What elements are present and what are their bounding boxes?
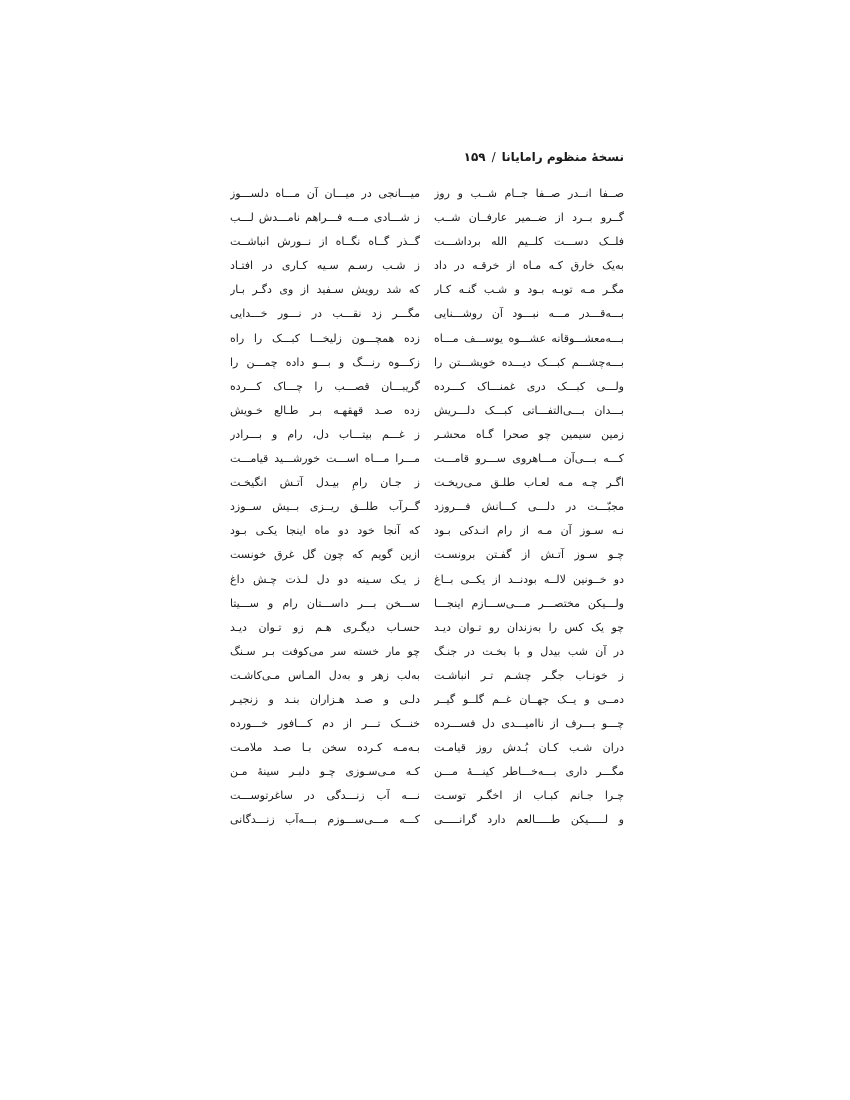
verse-line: به‌لب زهر و به‌دل المـاس مـی‌کاشـت xyxy=(230,668,420,682)
verse-line: که شد رویش سـفید از وی دگـر بـار xyxy=(230,283,420,297)
verse-line: میـــانجی در میـــان آن مـــاه دلســـوز xyxy=(230,187,420,200)
verse-line: مـــرا مـــاه اســـت خورشـــید قیامـــت xyxy=(230,452,420,466)
verse-line: دلـی و صـد هـزاران بنـد و زنجیـر xyxy=(230,692,420,706)
verse-line: چو مار خسته سر می‌کوفت بـر سـنگ xyxy=(230,644,420,658)
verse-line: گــرآب طلــق ریــزی بــیش ســوزد xyxy=(230,500,420,514)
verse-line: ز غـــم بیتـــاب دل، رام و بـــرادر xyxy=(230,427,420,441)
verse-line: ولـــی کبـــک دری غمنـــاک کـــرده xyxy=(434,379,624,393)
verse-line: ز جـان رامِ بیـدل آتـش انگیخـت xyxy=(230,476,420,490)
verse-line: کـــه مـــی‌ســـوزم بـــه‌آب زنـــدگانی xyxy=(230,813,420,827)
book-title: نسخهٔ منظوم رامایانا xyxy=(501,150,624,164)
verse-line: چـو سـوز آتـش از گفـتن برونسـت xyxy=(434,548,624,562)
verse-line: زمین سیمین چو صحرا گـاه محشـر xyxy=(434,427,624,441)
verse-line: و لـــــیکن طـــــالعم دارد گرانـــــی xyxy=(434,813,624,827)
page-number: ۱۵۹ xyxy=(463,150,486,164)
verse-line: مگـــر داری بـــه‌خـــاطر کینـــهٔ مـــن xyxy=(434,765,624,779)
verse-line: نـه سـوز آن مـه از رام انـدکی بـود xyxy=(434,524,624,538)
verse-line: دمــی و یــک جهــان غــم گلــو گیــر xyxy=(434,692,624,706)
verse-line: به‌یک خارق کـه مـاه از خرقـه در داد xyxy=(434,259,624,273)
verse-line: ولـــیکن مختصـــر مـــی‌ســـازم اینجـــا xyxy=(434,596,624,610)
verse-line: بـــه‌قـــدر مـــه نبـــود آن روشـــنایی xyxy=(434,307,624,321)
verse-line: اگـر چـه مـه لعـاب طلـق مـی‌ریخـت xyxy=(434,476,624,490)
verse-line: در آن شب بیدل و با بخـت در جنـگ xyxy=(434,644,624,658)
verse-line: زده همچـــون زلیخـــا کبـــک را راه xyxy=(230,331,420,345)
verse-line: ز یـک سـینه دو دل لـذت چـش داغ xyxy=(230,572,420,586)
verse-line: دران شـب کـان بُـدش روز قیامـت xyxy=(434,741,624,755)
header-separator: / xyxy=(491,150,496,164)
verse-line: ز شـب رسـم سـیه کـاری در افتـاد xyxy=(230,259,420,273)
verse-column-right xyxy=(434,182,624,833)
verse-line: کـــه بـــی‌آن مـــاهروی ســـرو قامـــت xyxy=(434,452,624,466)
running-header xyxy=(230,150,624,170)
verse-line: بـه‌مـه کـرده سخن بـا صـد ملامـت xyxy=(230,741,420,755)
verse-line: که آنجا خود دو ماه اینجا یکـی بـود xyxy=(230,524,420,538)
verse-line: کـه مـی‌سـوزی چـو دلبـر سینهٔ مـن xyxy=(230,765,420,779)
verse-line: مگـــر زد نقـــب در نـــور خـــدایی xyxy=(230,307,420,321)
verse-line: گــرو بــرد از ضــمیر عارفــان شــب xyxy=(434,211,624,225)
verse-line: گــذر گــاه نگــاه از نــورش انباشــت xyxy=(230,235,420,249)
verse-line: خنـــک تـــر از دم کـــافور خـــورده xyxy=(230,717,420,731)
verse-line: فلــک دســـت کلــیم الله برداشـــت xyxy=(434,235,624,249)
verse-line: بـــه‌معشـــوقانه عشـــوه یوســـف مـــاه xyxy=(434,331,624,345)
verse-line: چـرا جـانم کبـاب از اخگـر توسـت xyxy=(434,789,624,803)
verse-line: مجبّـــت در دلـــی کـــانش فـــروزد xyxy=(434,500,624,514)
verse-line: ز خونـاب جگـر چشـم تـر انباشـت xyxy=(434,668,624,682)
verse-line: ســـخن بـــر داســـتان رام و ســـیتا xyxy=(230,596,420,610)
verse-line: ز شـــادی مـــه فـــراهم نامـــدش لـــب xyxy=(230,211,420,225)
verse-line: زکـــوه رنـــگ و بـــو داده چمـــن را xyxy=(230,355,420,369)
verse-line: ازین گویم که چون گل غرق خونست xyxy=(230,548,420,562)
verse-line: بـــه‌چشـــم کبـــک دیـــده خویشـــتن را xyxy=(434,355,624,369)
verse-line: صــفا انــدر صــفا جــام شــب و روز xyxy=(434,187,624,200)
verse-line: زده صـد قهقهـه بـر طـالع خـویش xyxy=(230,403,420,417)
verse-line: گریبـــان قصـــب را چـــاک کـــرده xyxy=(230,379,420,393)
verse-line: مگـر مـه توبـه بـود و شـب گنـه کـار xyxy=(434,283,624,297)
verse-line: حسـاب دیگـری هـم زو تـوان دیـد xyxy=(230,620,420,634)
verse-line: نـــه آب زنـــدگی در ساغرتوســـت xyxy=(230,789,420,803)
verse-line: دو خــونین لالــه بودنــد از یکــی بــاغ xyxy=(434,572,624,586)
verse-line: چـــو بـــرف از ناامیـــدی دل فســـرده xyxy=(434,717,624,731)
verse-column-left xyxy=(230,182,420,833)
verse-line: چو یک کس را به‌زندان رو تـوان دیـد xyxy=(434,620,624,634)
verse-line: بـــدان بـــی‌التفـــاتی کبـــک دلـــریش xyxy=(434,403,624,417)
